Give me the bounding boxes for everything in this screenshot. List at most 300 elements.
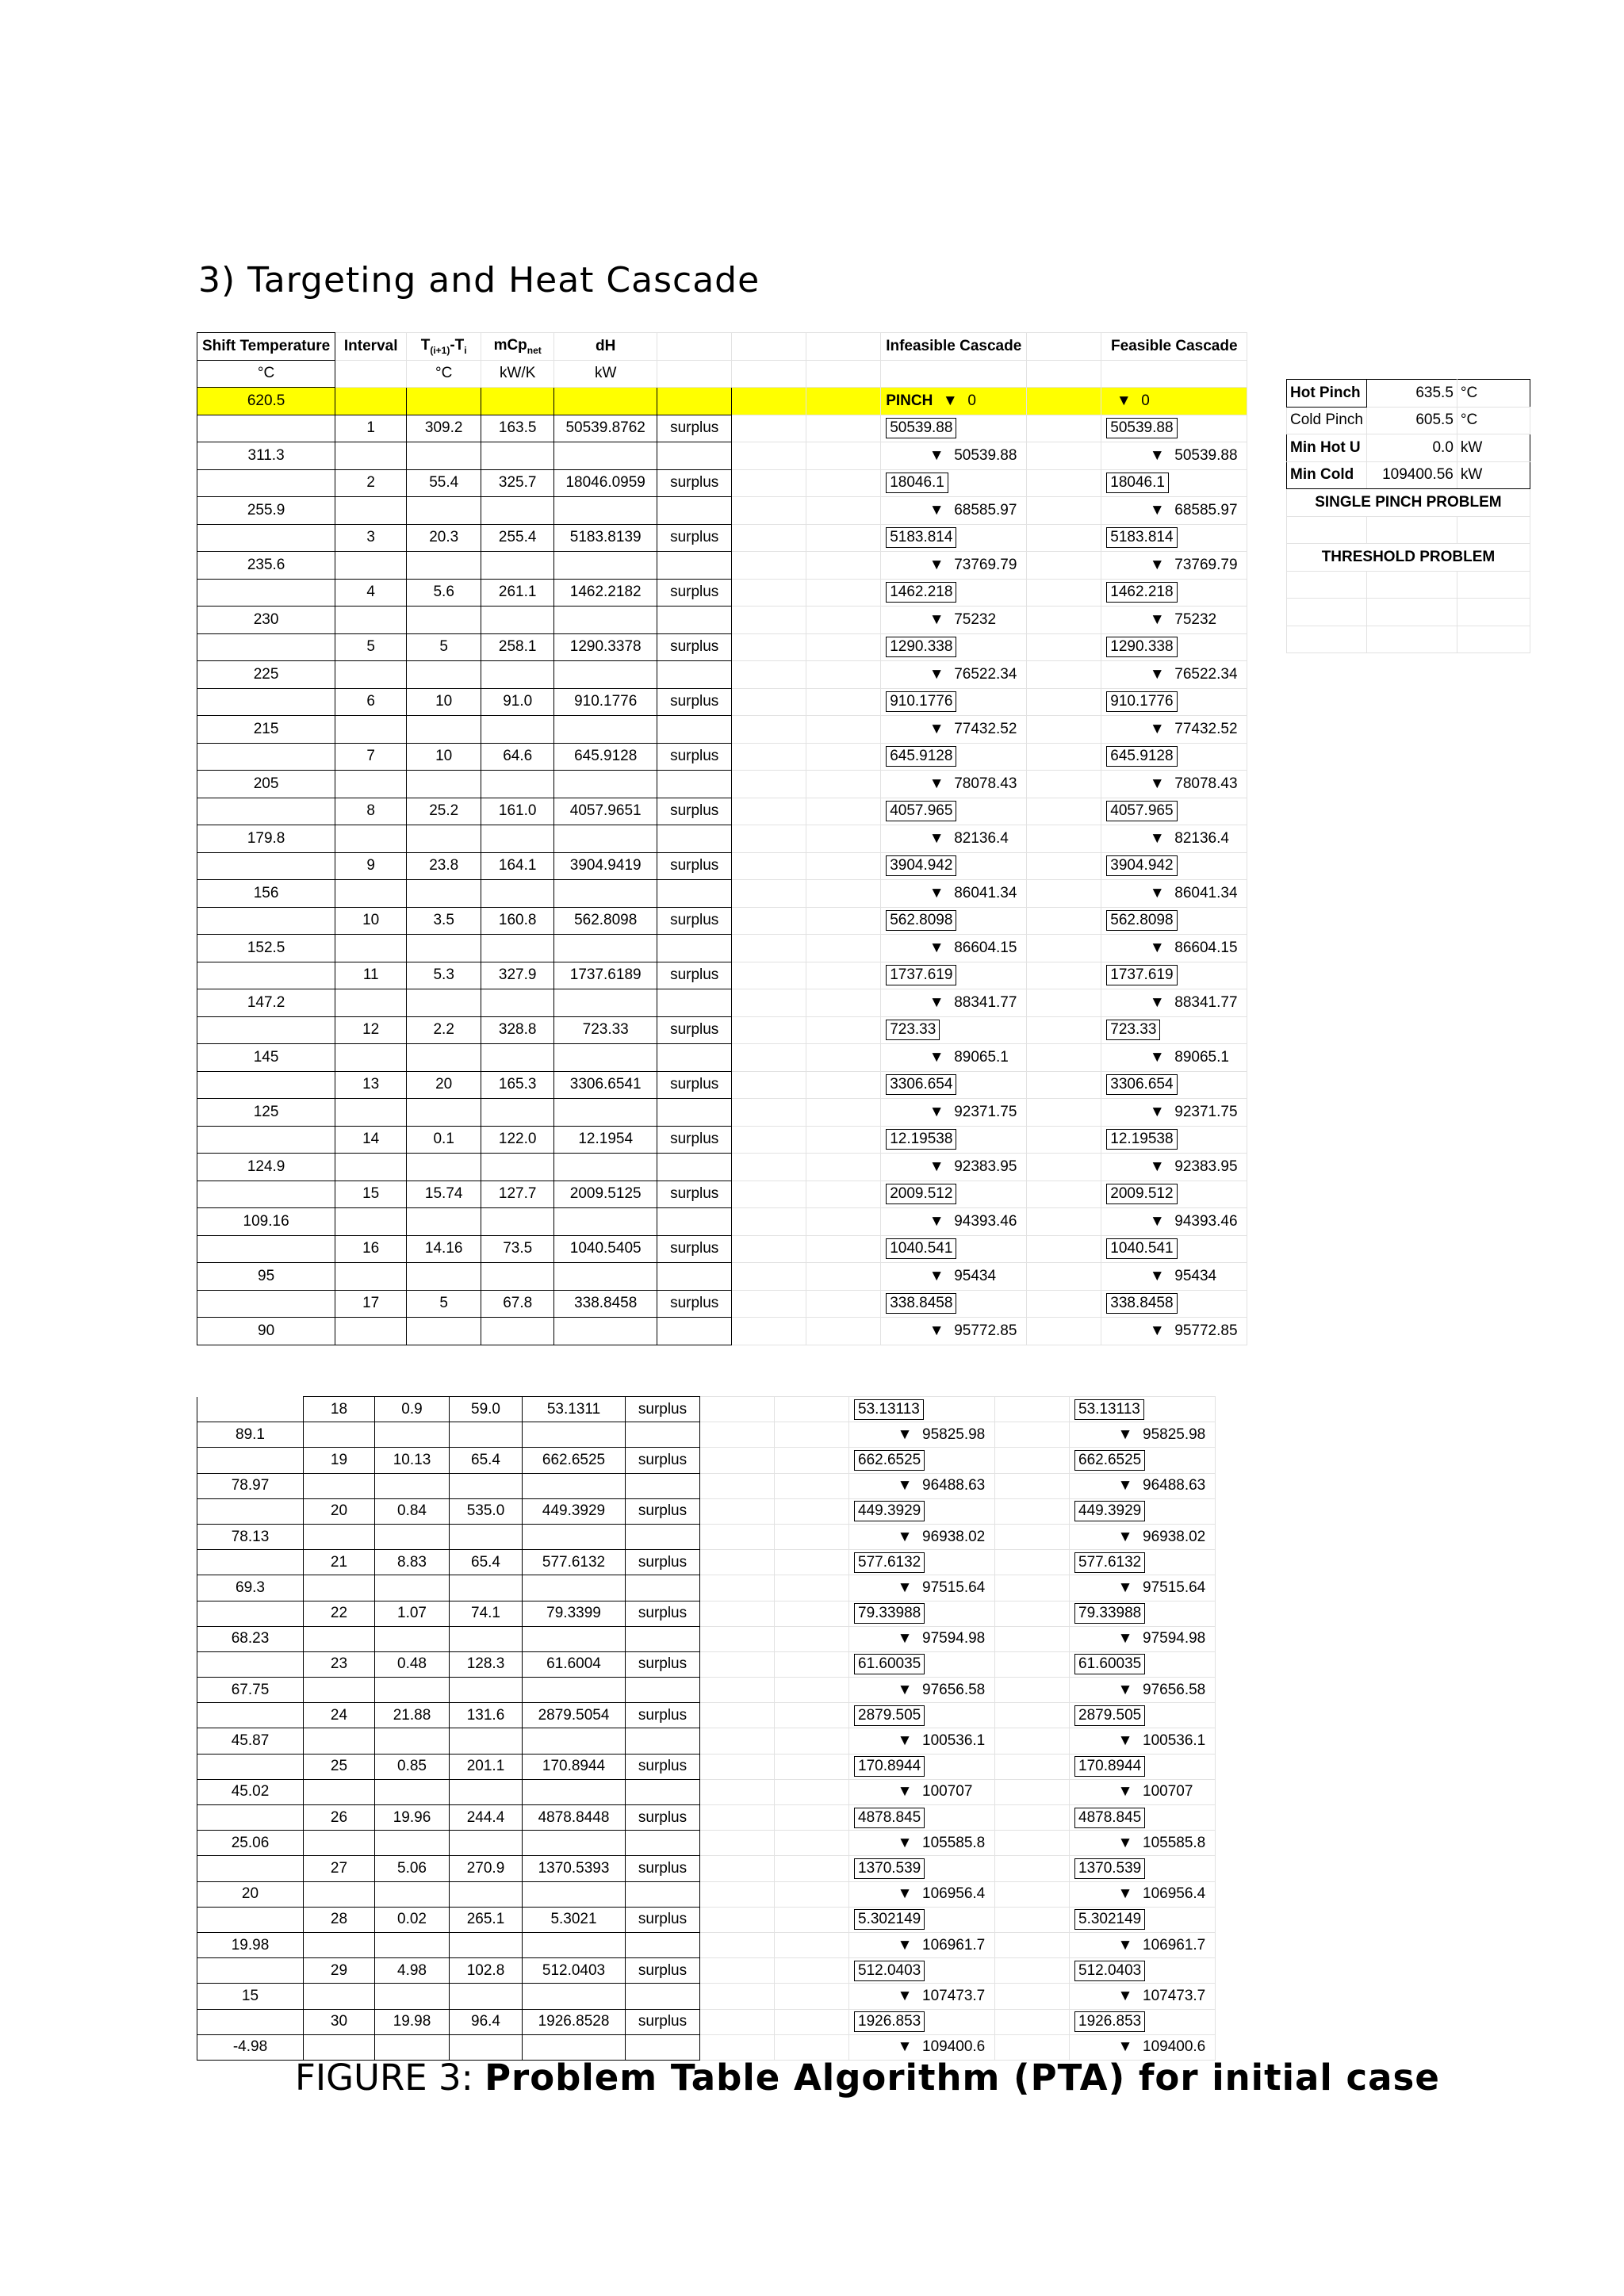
down-arrow-icon: ▼ xyxy=(1149,1212,1165,1230)
temperature-boundary-row xyxy=(197,1263,1247,1291)
dh-value: 4057.9651 xyxy=(554,798,657,825)
infeasible-interval-heat: 1040.541 xyxy=(886,1238,956,1259)
temperature-boundary-row xyxy=(197,1524,1216,1549)
surplus-status: surplus xyxy=(626,1856,700,1881)
down-arrow-icon: ▼ xyxy=(1117,1425,1133,1443)
temperature-boundary-row xyxy=(197,1779,1216,1804)
infeasible-cumulative-heat: 68585.97 xyxy=(954,501,1017,519)
feasible-interval-heat: 1370.539 xyxy=(1074,1858,1145,1879)
down-arrow-icon: ▼ xyxy=(929,1103,944,1120)
single-pinch-note: SINGLE PINCH PROBLEM xyxy=(1287,489,1530,517)
feasible-cumulative-heat: 94393.46 xyxy=(1174,1212,1238,1230)
interval-number: 20 xyxy=(304,1498,375,1524)
boundary-temperature: 109.16 xyxy=(197,1208,335,1236)
temperature-boundary-row xyxy=(197,1154,1247,1181)
down-arrow-icon: ▼ xyxy=(942,392,958,409)
boundary-temperature: 20 xyxy=(197,1881,304,1907)
interval-number: 10 xyxy=(335,907,407,935)
boundary-temperature: 235.6 xyxy=(197,552,335,580)
dh-value: 5183.8139 xyxy=(554,524,657,552)
temperature-boundary-row xyxy=(197,1422,1216,1448)
min-cold-label: Min Cold xyxy=(1287,461,1367,489)
dh-value: 512.0403 xyxy=(523,1958,626,1984)
feasible-cumulative-heat: 96488.63 xyxy=(1143,1477,1206,1494)
interval-number: 12 xyxy=(335,1016,407,1044)
down-arrow-icon: ▼ xyxy=(897,1630,913,1647)
feasible-cumulative-heat: 97594.98 xyxy=(1143,1630,1206,1647)
infeasible-interval-heat: 50539.88 xyxy=(886,418,956,438)
down-arrow-icon: ▼ xyxy=(929,775,944,792)
boundary-temperature: 78.97 xyxy=(197,1473,304,1498)
hot-pinch-label: Hot Pinch xyxy=(1287,380,1367,408)
min-hot-unit: kW xyxy=(1457,434,1530,462)
feasible-interval-heat: 1040.541 xyxy=(1106,1238,1177,1259)
feasible-interval-heat: 4057.965 xyxy=(1106,801,1177,821)
infeasible-interval-heat: 5183.814 xyxy=(886,527,956,548)
infeasible-cumulative-heat: 95434 xyxy=(954,1267,997,1284)
temperature-difference: 0.84 xyxy=(375,1498,450,1524)
boundary-temperature: 156 xyxy=(197,880,335,908)
feasible-interval-heat: 910.1776 xyxy=(1106,691,1177,712)
boundary-temperature: 45.02 xyxy=(197,1779,304,1804)
interval-row xyxy=(197,1397,1216,1422)
boundary-temperature: 45.87 xyxy=(197,1728,304,1754)
dh-value: 449.3929 xyxy=(523,1498,626,1524)
feasible-cumulative-heat: 73769.79 xyxy=(1174,556,1238,573)
interval-number: 28 xyxy=(304,1907,375,1932)
interval-row xyxy=(197,852,1247,880)
down-arrow-icon: ▼ xyxy=(929,1267,944,1284)
infeasible-interval-heat: 1370.539 xyxy=(854,1858,925,1879)
mcp-net-value: 102.8 xyxy=(450,1958,523,1984)
interval-number: 9 xyxy=(335,852,407,880)
temperature-difference: 5 xyxy=(407,1290,481,1318)
down-arrow-icon: ▼ xyxy=(897,1425,913,1443)
temperature-difference: 309.2 xyxy=(407,415,481,442)
interval-number: 22 xyxy=(304,1601,375,1626)
interval-number: 4 xyxy=(335,579,407,607)
mcp-net-value: 258.1 xyxy=(481,633,554,661)
hot-pinch-value: 635.5 xyxy=(1366,380,1457,408)
down-arrow-icon: ▼ xyxy=(929,1322,944,1339)
temperature-difference: 19.96 xyxy=(375,1805,450,1831)
infeasible-cumulative-heat: 97515.64 xyxy=(922,1578,986,1596)
down-arrow-icon: ▼ xyxy=(897,1528,913,1545)
feasible-cumulative-heat: 88341.77 xyxy=(1174,993,1238,1011)
cold-pinch-value: 605.5 xyxy=(1366,407,1457,434)
temperature-difference: 2.2 xyxy=(407,1016,481,1044)
interval-row xyxy=(197,524,1247,552)
interval-number: 30 xyxy=(304,2009,375,2034)
temperature-boundary-row xyxy=(197,825,1247,853)
boundary-temperature: 15 xyxy=(197,1984,304,2009)
temperature-boundary-row xyxy=(197,1473,1216,1498)
surplus-status: surplus xyxy=(626,1754,700,1779)
surplus-status: surplus xyxy=(626,1397,700,1422)
infeasible-interval-heat: 577.6132 xyxy=(854,1552,925,1573)
down-arrow-icon: ▼ xyxy=(929,556,944,573)
surplus-status: surplus xyxy=(657,688,732,716)
min-hot-label: Min Hot U xyxy=(1287,434,1367,462)
temperature-boundary-row xyxy=(197,1932,1216,1957)
dh-value: 12.1954 xyxy=(554,1126,657,1154)
interval-number: 13 xyxy=(335,1071,407,1099)
down-arrow-icon: ▼ xyxy=(1117,1732,1133,1750)
figure-caption xyxy=(295,2057,1440,2099)
feasible-interval-heat: 577.6132 xyxy=(1074,1552,1145,1573)
interval-row xyxy=(197,1856,1216,1881)
feasible-cumulative-heat: 92371.75 xyxy=(1174,1103,1238,1120)
infeasible-cumulative-heat: 105585.8 xyxy=(922,1834,986,1851)
interval-number: 8 xyxy=(335,798,407,825)
feasible-cumulative-heat: 105585.8 xyxy=(1143,1834,1206,1851)
feasible-interval-heat: 723.33 xyxy=(1106,1020,1160,1040)
interval-row xyxy=(197,1703,1216,1728)
interval-number: 18 xyxy=(304,1397,375,1422)
dh-value: 1462.2182 xyxy=(554,579,657,607)
interval-row xyxy=(197,1958,1216,1984)
boundary-temperature: 19.98 xyxy=(197,1932,304,1957)
feasible-cumulative-heat: 68585.97 xyxy=(1174,501,1238,519)
boundary-temperature: 67.75 xyxy=(197,1678,304,1703)
down-arrow-icon: ▼ xyxy=(929,501,944,519)
surplus-status: surplus xyxy=(657,798,732,825)
infeasible-cumulative-heat: 97594.98 xyxy=(922,1630,986,1647)
header-row xyxy=(197,333,1247,361)
temperature-difference: 1.07 xyxy=(375,1601,450,1626)
infeasible-interval-heat: 18046.1 xyxy=(886,473,948,493)
feasible-cumulative-heat: 76522.34 xyxy=(1174,665,1238,683)
down-arrow-icon: ▼ xyxy=(929,1212,944,1230)
temperature-difference: 25.2 xyxy=(407,798,481,825)
boundary-temperature: 125 xyxy=(197,1099,335,1127)
mcp-net-value: 59.0 xyxy=(450,1397,523,1422)
temperature-difference: 23.8 xyxy=(407,852,481,880)
cascade-table-top xyxy=(197,332,1247,1345)
mcp-net-value: 325.7 xyxy=(481,469,554,497)
feasible-interval-heat: 53.13113 xyxy=(1074,1399,1144,1420)
min-cold-value: 109400.56 xyxy=(1366,461,1457,489)
mcp-net-value: 74.1 xyxy=(450,1601,523,1626)
surplus-status: surplus xyxy=(657,907,732,935)
temperature-boundary-row xyxy=(197,1575,1216,1601)
temperature-boundary-row xyxy=(197,552,1247,580)
pinch-label: PINCH xyxy=(886,392,933,409)
temperature-difference: 0.85 xyxy=(375,1754,450,1779)
boundary-temperature: 145 xyxy=(197,1044,335,1072)
down-arrow-icon: ▼ xyxy=(1149,939,1165,956)
down-arrow-icon: ▼ xyxy=(897,1783,913,1800)
infeasible-interval-heat: 2009.512 xyxy=(886,1184,956,1204)
temperature-difference: 3.5 xyxy=(407,907,481,935)
mcp-net-value: 244.4 xyxy=(450,1805,523,1831)
temperature-difference: 55.4 xyxy=(407,469,481,497)
infeasible-cumulative-heat: 100536.1 xyxy=(922,1732,986,1750)
down-arrow-icon: ▼ xyxy=(897,1681,913,1698)
boundary-temperature: 255.9 xyxy=(197,497,335,525)
dh-value: 3904.9419 xyxy=(554,852,657,880)
temperature-boundary-row xyxy=(197,1881,1216,1907)
boundary-temperature: 179.8 xyxy=(197,825,335,853)
down-arrow-icon: ▼ xyxy=(1149,665,1165,683)
surplus-status: surplus xyxy=(626,1703,700,1728)
mcp-net-value: 201.1 xyxy=(450,1754,523,1779)
interval-number: 15 xyxy=(335,1181,407,1208)
infeasible-interval-heat: 3306.654 xyxy=(886,1074,956,1095)
min-hot-value: 0.0 xyxy=(1366,434,1457,462)
mcp-net-value: 161.0 xyxy=(481,798,554,825)
dh-value: 338.8458 xyxy=(554,1290,657,1318)
pinch-summary-panel xyxy=(1286,379,1530,653)
feasible-cumulative-heat: 75232 xyxy=(1174,610,1217,628)
infeasible-cumulative-heat: 77432.52 xyxy=(954,720,1017,737)
infeasible-cumulative-heat: 76522.34 xyxy=(954,665,1017,683)
down-arrow-icon: ▼ xyxy=(1117,1681,1133,1698)
interval-row xyxy=(197,1235,1247,1263)
temperature-boundary-row xyxy=(197,1044,1247,1072)
feasible-cumulative-heat: 50539.88 xyxy=(1174,446,1238,464)
down-arrow-icon: ▼ xyxy=(897,1987,913,2004)
unit-temp: °C xyxy=(197,360,335,388)
unit-mcp: kW/K xyxy=(481,360,554,388)
down-arrow-icon: ▼ xyxy=(1149,1103,1165,1120)
dh-value: 1737.6189 xyxy=(554,962,657,989)
surplus-status: surplus xyxy=(657,633,732,661)
down-arrow-icon: ▼ xyxy=(1149,720,1165,737)
interval-number: 1 xyxy=(335,415,407,442)
down-arrow-icon: ▼ xyxy=(897,1477,913,1494)
down-arrow-icon: ▼ xyxy=(929,665,944,683)
down-arrow-icon: ▼ xyxy=(1149,610,1165,628)
infeasible-interval-heat: 449.3929 xyxy=(854,1501,925,1521)
interval-number: 6 xyxy=(335,688,407,716)
dh-value: 50539.8762 xyxy=(554,415,657,442)
down-arrow-icon: ▼ xyxy=(897,1885,913,1903)
infeasible-cumulative-heat: 100707 xyxy=(922,1783,973,1800)
surplus-status: surplus xyxy=(657,852,732,880)
temperature-difference: 15.74 xyxy=(407,1181,481,1208)
dh-value: 662.6525 xyxy=(523,1448,626,1473)
down-arrow-icon: ▼ xyxy=(929,993,944,1011)
infeasible-interval-heat: 662.6525 xyxy=(854,1450,925,1471)
temperature-boundary-row xyxy=(197,661,1247,689)
feasible-interval-heat: 1737.619 xyxy=(1106,965,1177,985)
infeasible-interval-heat: 12.19538 xyxy=(886,1129,956,1150)
surplus-status: surplus xyxy=(626,1651,700,1677)
temperature-boundary-row xyxy=(197,607,1247,634)
down-arrow-icon: ▼ xyxy=(897,1936,913,1954)
boundary-temperature: 90 xyxy=(197,1318,335,1345)
infeasible-start-value: 0 xyxy=(967,392,976,409)
temperature-boundary-row xyxy=(197,1318,1247,1345)
infeasible-cumulative-heat: 86604.15 xyxy=(954,939,1017,956)
interval-number: 24 xyxy=(304,1703,375,1728)
feasible-cumulative-heat: 86041.34 xyxy=(1174,884,1238,901)
feasible-interval-heat: 5.302149 xyxy=(1074,1909,1145,1930)
down-arrow-icon: ▼ xyxy=(929,610,944,628)
feasible-interval-heat: 2879.505 xyxy=(1074,1705,1145,1726)
feasible-interval-heat: 449.3929 xyxy=(1074,1501,1145,1521)
interval-row xyxy=(197,1290,1247,1318)
dh-value: 79.3399 xyxy=(523,1601,626,1626)
cold-pinch-unit: °C xyxy=(1457,407,1530,434)
feasible-cumulative-heat: 82136.4 xyxy=(1174,829,1229,847)
infeasible-interval-heat: 512.0403 xyxy=(854,1961,925,1981)
surplus-status: surplus xyxy=(657,579,732,607)
dh-value: 562.8098 xyxy=(554,907,657,935)
cold-pinch-row xyxy=(1287,407,1530,434)
mcp-net-value: 65.4 xyxy=(450,1550,523,1575)
header-shift-temperature: Shift Temperature xyxy=(197,333,335,361)
interval-number: 14 xyxy=(335,1126,407,1154)
temperature-boundary-row xyxy=(197,771,1247,798)
boundary-temperature: 124.9 xyxy=(197,1154,335,1181)
mcp-net-value: 65.4 xyxy=(450,1448,523,1473)
infeasible-interval-heat: 3904.942 xyxy=(886,855,956,876)
temperature-difference: 10 xyxy=(407,743,481,771)
boundary-temperature: 205 xyxy=(197,771,335,798)
interval-row xyxy=(197,1651,1216,1677)
dh-value: 723.33 xyxy=(554,1016,657,1044)
infeasible-interval-heat: 723.33 xyxy=(886,1020,940,1040)
units-row xyxy=(197,360,1247,388)
feasible-interval-heat: 645.9128 xyxy=(1106,746,1177,767)
caption-prefix: FIGURE 3: xyxy=(295,2057,485,2099)
infeasible-interval-heat: 170.8944 xyxy=(854,1756,925,1777)
threshold-note: THRESHOLD PROBLEM xyxy=(1287,544,1530,572)
feasible-cumulative-heat: 95434 xyxy=(1174,1267,1217,1284)
interval-number: 2 xyxy=(335,469,407,497)
feasible-cumulative-heat: 107473.7 xyxy=(1143,1987,1206,2004)
mcp-net-value: 127.7 xyxy=(481,1181,554,1208)
temperature-difference: 4.98 xyxy=(375,1958,450,1984)
mcp-net-value: 327.9 xyxy=(481,962,554,989)
interval-number: 26 xyxy=(304,1805,375,1831)
infeasible-cumulative-heat: 107473.7 xyxy=(922,1987,986,2004)
mcp-net-value: 535.0 xyxy=(450,1498,523,1524)
temperature-difference: 10.13 xyxy=(375,1448,450,1473)
interval-number: 3 xyxy=(335,524,407,552)
boundary-temperature: 89.1 xyxy=(197,1422,304,1448)
temperature-boundary-row xyxy=(197,1678,1216,1703)
hot-pinch-row xyxy=(1287,380,1530,408)
dh-value: 1926.8528 xyxy=(523,2009,626,2034)
dh-value: 910.1776 xyxy=(554,688,657,716)
mcp-net-value: 128.3 xyxy=(450,1651,523,1677)
interval-row xyxy=(197,1805,1216,1831)
surplus-status: surplus xyxy=(657,1126,732,1154)
temperature-difference: 0.02 xyxy=(375,1907,450,1932)
interval-row xyxy=(197,1498,1216,1524)
infeasible-cumulative-heat: 82136.4 xyxy=(954,829,1009,847)
boundary-temperature: 225 xyxy=(197,661,335,689)
down-arrow-icon: ▼ xyxy=(1117,2038,1133,2056)
down-arrow-icon: ▼ xyxy=(897,1732,913,1750)
boundary-temperature: 152.5 xyxy=(197,935,335,962)
min-cold-row xyxy=(1287,461,1530,489)
feasible-interval-heat: 562.8098 xyxy=(1106,910,1177,931)
feasible-cumulative-heat: 95772.85 xyxy=(1174,1322,1238,1339)
interval-number: 21 xyxy=(304,1550,375,1575)
feasible-interval-heat: 512.0403 xyxy=(1074,1961,1145,1981)
interval-row xyxy=(197,1181,1247,1208)
interval-row xyxy=(197,1016,1247,1044)
temperature-difference: 5.3 xyxy=(407,962,481,989)
interval-row xyxy=(197,962,1247,989)
temperature-difference: 19.98 xyxy=(375,2009,450,2034)
temperature-boundary-row xyxy=(197,1984,1216,2009)
infeasible-interval-heat: 1290.338 xyxy=(886,637,956,657)
temperature-boundary-row xyxy=(197,716,1247,744)
boundary-temperature: 78.13 xyxy=(197,1524,304,1549)
infeasible-cumulative-heat: 78078.43 xyxy=(954,775,1017,792)
down-arrow-icon: ▼ xyxy=(897,1578,913,1596)
dh-value: 577.6132 xyxy=(523,1550,626,1575)
feasible-start-value: 0 xyxy=(1141,392,1150,409)
infeasible-interval-heat: 338.8458 xyxy=(886,1293,956,1314)
boundary-temperature: 95 xyxy=(197,1263,335,1291)
interval-number: 16 xyxy=(335,1235,407,1263)
feasible-interval-heat: 61.60035 xyxy=(1074,1654,1145,1674)
temperature-difference: 21.88 xyxy=(375,1703,450,1728)
down-arrow-icon: ▼ xyxy=(1117,1834,1133,1851)
feasible-cumulative-heat: 78078.43 xyxy=(1174,775,1238,792)
down-arrow-icon: ▼ xyxy=(1149,1048,1165,1066)
dh-value: 1290.3378 xyxy=(554,633,657,661)
mcp-net-value: 160.8 xyxy=(481,907,554,935)
mcp-net-value: 265.1 xyxy=(450,1907,523,1932)
mcp-net-value: 163.5 xyxy=(481,415,554,442)
infeasible-interval-heat: 5.302149 xyxy=(854,1909,925,1930)
dh-value: 5.3021 xyxy=(523,1907,626,1932)
feasible-cumulative-heat: 97515.64 xyxy=(1143,1578,1206,1596)
temperature-boundary-row xyxy=(197,935,1247,962)
temperature-boundary-row xyxy=(197,1099,1247,1127)
feasible-cumulative-heat: 106956.4 xyxy=(1143,1885,1206,1903)
infeasible-cumulative-heat: 75232 xyxy=(954,610,997,628)
feasible-interval-heat: 1290.338 xyxy=(1106,637,1177,657)
feasible-interval-heat: 338.8458 xyxy=(1106,1293,1177,1314)
interval-row xyxy=(197,1071,1247,1099)
infeasible-interval-heat: 61.60035 xyxy=(854,1654,925,1674)
interval-row xyxy=(197,798,1247,825)
mcp-net-value: 91.0 xyxy=(481,688,554,716)
surplus-status: surplus xyxy=(626,1498,700,1524)
feasible-interval-heat: 50539.88 xyxy=(1106,418,1177,438)
surplus-status: surplus xyxy=(626,1907,700,1932)
boundary-temperature: 147.2 xyxy=(197,989,335,1017)
infeasible-cumulative-heat: 95825.98 xyxy=(922,1425,986,1443)
surplus-status: surplus xyxy=(657,524,732,552)
infeasible-cumulative-heat: 96488.63 xyxy=(922,1477,986,1494)
surplus-status: surplus xyxy=(657,1235,732,1263)
down-arrow-icon: ▼ xyxy=(929,1048,944,1066)
infeasible-interval-heat: 79.33988 xyxy=(854,1603,925,1624)
feasible-interval-heat: 2009.512 xyxy=(1106,1184,1177,1204)
down-arrow-icon: ▼ xyxy=(1117,1578,1133,1596)
feasible-cumulative-heat: 92383.95 xyxy=(1174,1158,1238,1175)
boundary-temperature: 25.06 xyxy=(197,1831,304,1856)
min-cold-unit: kW xyxy=(1457,461,1530,489)
down-arrow-icon: ▼ xyxy=(929,939,944,956)
surplus-status: surplus xyxy=(657,1016,732,1044)
infeasible-interval-heat: 4057.965 xyxy=(886,801,956,821)
cold-pinch-label: Cold Pinch xyxy=(1287,407,1367,434)
down-arrow-icon: ▼ xyxy=(1117,1630,1133,1647)
header-interval: Interval xyxy=(335,333,407,361)
temperature-boundary-row xyxy=(197,1626,1216,1651)
feasible-interval-heat: 12.19538 xyxy=(1106,1129,1177,1150)
